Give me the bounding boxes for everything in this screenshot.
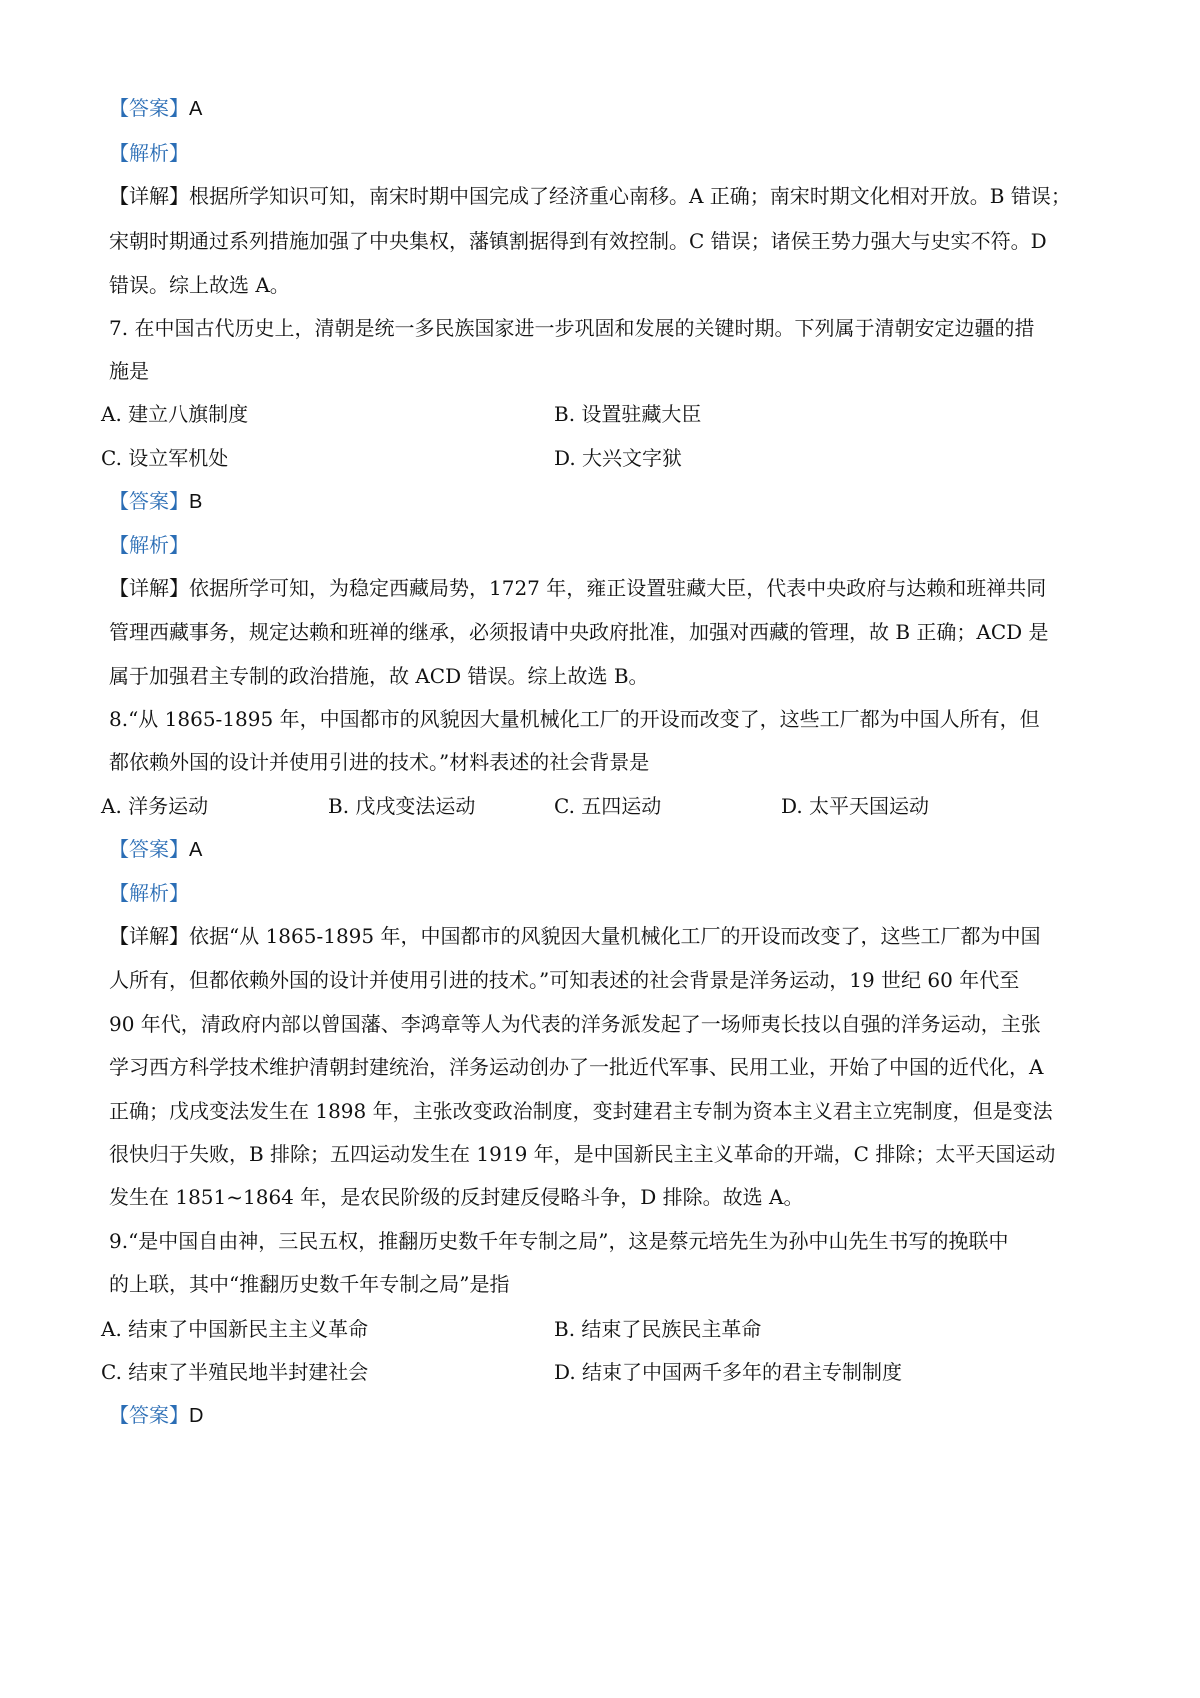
q6-detail-line: 【详解】根据所学知识可知，南宋时期中国完成了经济重心南移。A 正确；南宋时期文化相对开放。B 错误； xyxy=(109,184,1071,208)
q7-answer xyxy=(109,488,1099,515)
q9-answer xyxy=(109,1402,1099,1429)
q8-option-d: D. 太平天国运动 xyxy=(781,794,930,818)
q7-stem-line: 施是 xyxy=(109,359,149,383)
q9-option-c: C. 结束了半殖民地半封建社会 xyxy=(101,1360,369,1384)
answer-value: A xyxy=(189,839,203,861)
q7-detail-line: 【详解】依据所学可知，为稳定西藏局势，1727 年，雍正设置驻藏大臣，代表中央政府与达赖和班禅共同 xyxy=(109,576,1047,600)
q6-answer xyxy=(109,95,1099,122)
answer-tag: 【答案】 xyxy=(109,1403,189,1427)
q8-answer xyxy=(109,836,1099,863)
q7-detail-line: 属于加强君主专制的政治措施，故 ACD 错误。综上故选 B。 xyxy=(109,664,649,688)
q6-detail-line: 宋朝时期通过系列措施加强了中央集权，藩镇割据得到有效控制。C 错误；诸侯王势力强大与史实不符。D xyxy=(109,229,1047,253)
q8-stem-line: 都依赖外国的设计并使用引进的技术。”材料表述的社会背景是 xyxy=(109,750,650,774)
q8-analysis-tag: 【解析】 xyxy=(109,881,189,905)
answer-tag: 【答案】 xyxy=(109,96,189,120)
q7-option-c: C. 设立军机处 xyxy=(101,446,229,470)
answer-value: B xyxy=(189,491,203,513)
q7-option-d: D. 大兴文字狱 xyxy=(554,446,683,470)
q7-option-a: A. 建立八旗制度 xyxy=(101,402,249,426)
q8-detail-line: 【详解】依据“从 1865-1895 年，中国都市的风貌因大量机械化工厂的开设而改变了，这些工厂都为中国 xyxy=(109,924,1041,948)
q8-option-b: B. 戊戌变法运动 xyxy=(328,794,476,818)
answer-value: D xyxy=(189,1405,204,1427)
q8-stem-line: 8.“从 1865-1895 年，中国都市的风貌因大量机械化工厂的开设而改变了，这些工厂都为中国人所有，但 xyxy=(109,707,1040,731)
q9-option-b: B. 结束了民族民主革命 xyxy=(554,1317,762,1341)
answer-value: A xyxy=(189,98,203,120)
q7-stem-line: 7. 在中国古代历史上，清朝是统一多民族国家进一步巩固和发展的关键时期。下列属于清朝安定边疆的措 xyxy=(109,316,1035,340)
q9-stem-line: 的上联，其中“推翻历史数千年专制之局”是指 xyxy=(109,1272,510,1296)
q6-analysis-tag: 【解析】 xyxy=(109,141,189,165)
answer-tag: 【答案】 xyxy=(109,837,189,861)
q8-detail-line: 发生在 1851~1864 年，是农民阶级的反封建反侵略斗争，D 排除。故选 A。 xyxy=(109,1185,804,1209)
answer-tag: 【答案】 xyxy=(109,489,189,513)
q7-analysis-tag: 【解析】 xyxy=(109,533,189,557)
q7-detail-line: 管理西藏事务，规定达赖和班禅的继承，必须报请中央政府批准，加强对西藏的管理，故 B 正确；ACD 是 xyxy=(109,620,1049,644)
q6-detail-line: 错误。综上故选 A。 xyxy=(109,273,290,297)
q8-detail-line: 90 年代，清政府内部以曾国藩、李鸿章等人为代表的洋务派发起了一场师夷长技以自强的洋务运动，主张 xyxy=(109,1012,1041,1036)
q8-detail-line: 很快归于失败，B 排除；五四运动发生在 1919 年，是中国新民主主义革命的开端，C 排除；太平天国运动 xyxy=(109,1142,1056,1166)
q8-detail-line: 人所有，但都依赖外国的设计并使用引进的技术。”可知表述的社会背景是洋务运动，19 世纪 60 年代至 xyxy=(109,968,1020,992)
q7-option-b: B. 设置驻藏大臣 xyxy=(554,402,702,426)
q8-option-a: A. 洋务运动 xyxy=(101,794,209,818)
q9-option-a: A. 结束了中国新民主主义革命 xyxy=(101,1317,369,1341)
q8-detail-line: 学习西方科学技术维护清朝封建统治，洋务运动创办了一批近代军事、民用工业，开始了中国的近代化，A xyxy=(109,1055,1044,1079)
q9-stem-line: 9.“是中国自由神，三民五权，推翻历史数千年专制之局”，这是蔡元培先生为孙中山先生书写的挽联中 xyxy=(109,1229,1009,1253)
q8-option-c: C. 五四运动 xyxy=(554,794,662,818)
q9-option-d: D. 结束了中国两千多年的君主专制制度 xyxy=(554,1360,903,1384)
q8-detail-line: 正确；戊戌变法发生在 1898 年，主张改变政治制度，变封建君主专制为资本主义君主立宪制度，但是变法 xyxy=(109,1099,1053,1123)
